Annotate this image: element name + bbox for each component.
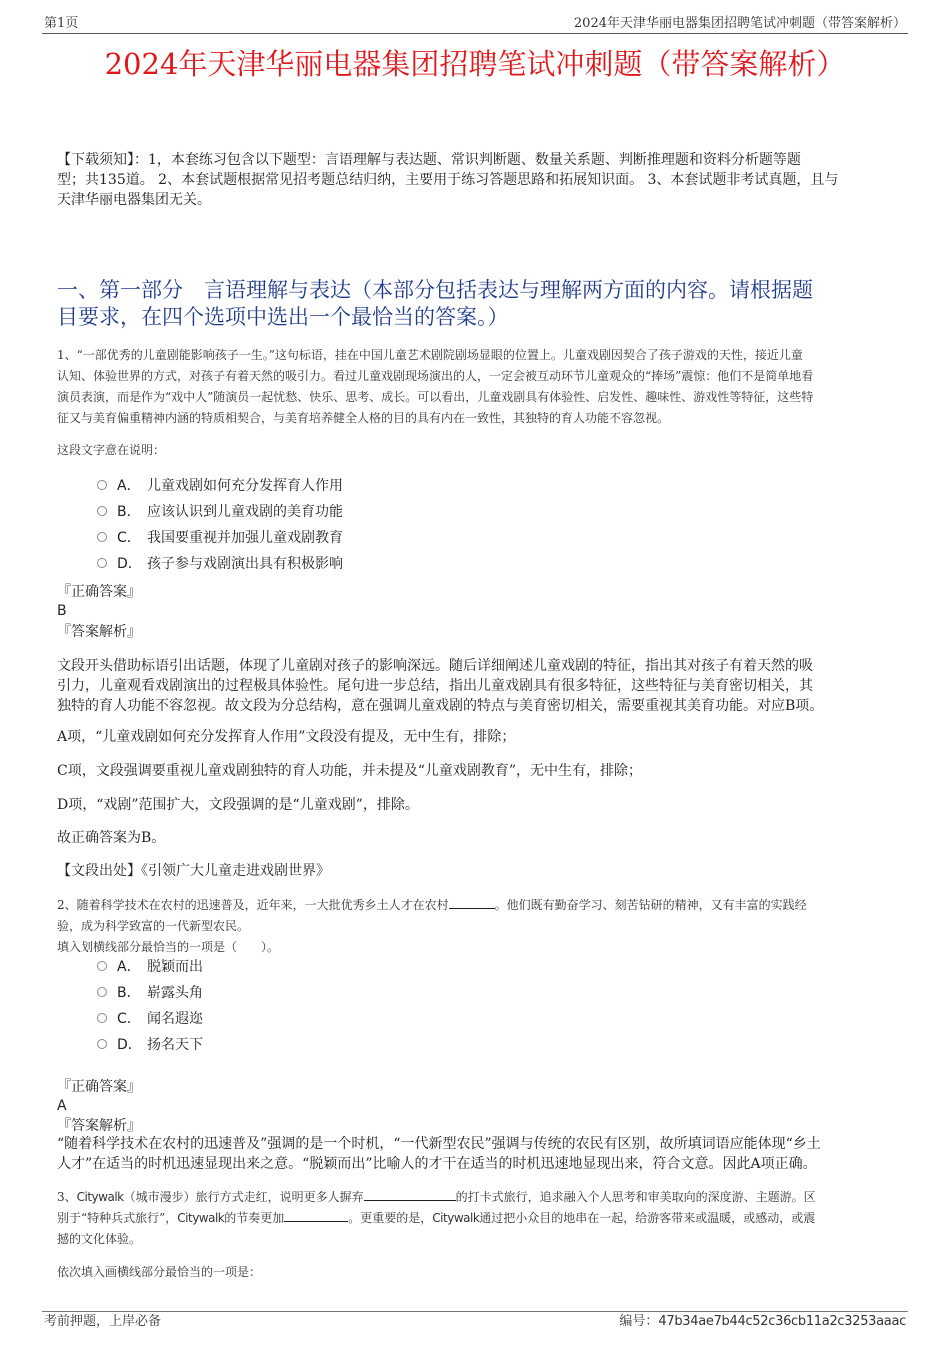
analysis-line: 人才”在适当的时机迅速显现出来之意。“脱颖而出”比喻人的才干在适当的时机迅速地显现出来，符合文意。因此A项正确。 xyxy=(57,1156,817,1172)
notice-line: 【下载须知】：1，本套练习包含以下题型：言语理解与表达题、常识判断题、数量关系题、判断推理题和资料分析题等题 xyxy=(57,152,801,168)
option-text: 崭露头角 xyxy=(147,985,203,1001)
radio-button-icon[interactable] xyxy=(97,480,107,490)
analysis-line: 文段开头借助标语引出话题，体现了儿童剧对孩子的影响深远。随后详细阐述儿童戏剧的特征，指出其对孩子有着天然的吸 xyxy=(57,658,813,674)
notice-line: 型；共135道。 2、本套试题根据常见招考题总结归纳，主要用于练习答题思路和拓展知识面。 3、本套试题非考试真题，且与 xyxy=(57,172,839,188)
option-letter: D． xyxy=(117,1037,142,1053)
question-2-options xyxy=(97,956,203,1056)
option-text: 孩子参与戏剧演出具有积极影响 xyxy=(147,556,343,572)
stem-text: 通过把小众目的地串在一起，给游客带来或温暖，或感动，或震 xyxy=(479,1211,816,1225)
stem-text: 2、随着科学技术在农村的迅速普及，近年来，一大批优秀乡土人才在农村 xyxy=(57,898,449,912)
notice-line: 天津华丽电器集团无关。 xyxy=(57,192,211,208)
analysis-line: “随着科学技术在农村的迅速普及”强调的是一个时机，“一代新型农民”强调与传统的农民有区别，故所填词语应能体现“乡土 xyxy=(57,1136,821,1152)
footer-slogan: 考前押题，上岸必备 xyxy=(44,1314,162,1329)
correct-answer: B xyxy=(57,603,67,619)
conclusion: 故正确答案为B。 xyxy=(57,830,166,846)
option-letter: D． xyxy=(117,556,142,572)
stem-line xyxy=(57,895,907,916)
option-text: 扬名天下 xyxy=(147,1037,203,1053)
question-1-prompt: 这段文字意在说明： xyxy=(57,443,166,457)
analysis-label: 『答案解析』 xyxy=(57,624,141,640)
option-letter: A． xyxy=(117,959,141,975)
section-heading xyxy=(57,277,917,331)
page-title: 2024年天津华丽电器集团招聘笔试冲刺题（带答案解析） xyxy=(104,47,846,81)
option-c[interactable] xyxy=(97,1008,203,1030)
stem-text: Citywalk xyxy=(76,1190,124,1204)
option-letter: C． xyxy=(117,1011,141,1027)
radio-button-icon[interactable] xyxy=(97,506,107,516)
question-2-prompt: 填入划横线部分最恰当的一项是（ ）。 xyxy=(57,940,280,954)
option-letter: B． xyxy=(117,985,141,1001)
question-1-stem xyxy=(57,345,907,429)
option-a[interactable] xyxy=(97,956,203,978)
stem-text: 的打卡式旅行，追求融入个人思考和审美取向的深度游、主题游。区 xyxy=(455,1190,816,1204)
option-letter: B． xyxy=(117,504,141,520)
option-b[interactable] xyxy=(97,982,203,1004)
question-3-prompt: 依次填入画横线部分最恰当的一项是： xyxy=(57,1265,262,1279)
stem-text: Citywalk xyxy=(177,1211,225,1225)
radio-button-icon[interactable] xyxy=(97,961,107,971)
radio-button-icon[interactable] xyxy=(97,1039,107,1049)
stem-line xyxy=(57,1208,907,1229)
radio-button-icon[interactable] xyxy=(97,1013,107,1023)
stem-text: 。他们既有勤奋学习、刻苦钻研的精神，又有丰富的实践经 xyxy=(494,898,807,912)
option-letter: C． xyxy=(117,530,141,546)
stem-line xyxy=(57,1187,907,1208)
question-2-stem xyxy=(57,895,907,958)
option-d[interactable] xyxy=(97,1034,203,1056)
correct-answer-label: 『正确答案』 xyxy=(57,584,141,600)
option-d[interactable] xyxy=(97,553,343,575)
option-a[interactable] xyxy=(97,475,343,497)
stem-text: 的节奏更加 xyxy=(224,1211,285,1225)
option-text: 闻名遐迩 xyxy=(147,1011,203,1027)
stem-line: 认知、体验世界的方式，对孩子有着天然的吸引力。看过儿童戏剧现场演出的人，一定会被互动环节儿童观众的“捧场”震惊：他们不是简单地看 xyxy=(57,369,814,383)
footer-code xyxy=(619,1314,906,1330)
analysis-line: 引力，儿童观看戏剧演出的过程极具体验性。尾句进一步总结，指出儿童戏剧具有很多特征，这些特征与美育密切相关，其 xyxy=(57,678,813,694)
option-text: 脱颖而出 xyxy=(147,959,203,975)
stem-text: 。更重要的是， xyxy=(348,1211,433,1225)
fill-blank xyxy=(284,1208,348,1222)
fill-blank xyxy=(364,1187,456,1201)
correct-answer: A xyxy=(57,1098,67,1114)
stem-line: 演员表演，而是作为“戏中人”随演员一起忧愁、快乐、思考、成长。可以看出，儿童戏剧具有体验性、启发性、趣味性、游戏性等特征，这些特 xyxy=(57,390,814,404)
footer-divider xyxy=(42,1311,908,1312)
radio-button-icon[interactable] xyxy=(97,532,107,542)
option-c[interactable] xyxy=(97,527,343,549)
explanation-d: D项，“戏剧”范围扩大，文段强调的是“儿童戏剧”，排除。 xyxy=(57,797,419,813)
question-1-options xyxy=(97,475,343,575)
header-doc-title: 2024年天津华丽电器集团招聘笔试冲刺题（带答案解析） xyxy=(573,16,906,31)
option-letter: A． xyxy=(117,478,141,494)
stem-line: 1、“一部优秀的儿童剧能影响孩子一生。”这句标语，挂在中国儿童艺术剧院剧场显眼的位置上。儿童戏剧因契合了孩子游戏的天性，接近儿童 xyxy=(57,348,803,362)
analysis-label: 『答案解析』 xyxy=(57,1118,141,1134)
section-heading-line: 一、第一部分 言语理解与表达（本部分包括表达与理解两方面的内容。请根据题 xyxy=(57,278,813,302)
explanation-c: C项，文段强调要重视儿童戏剧独特的育人功能，并未提及“儿童戏剧教育”，无中生有，排除； xyxy=(57,763,643,779)
analysis-text xyxy=(57,1134,917,1174)
header-page-number: 第1页 xyxy=(44,16,79,31)
fill-blank xyxy=(449,895,495,909)
stem-line: 征又与美育偏重精神内涵的特质相契合，与美育培养健全人格的目的具有内在一致性，其独特的育人功能不容忽视。 xyxy=(57,411,670,425)
option-b[interactable] xyxy=(97,501,343,523)
header-divider xyxy=(42,33,908,34)
stem-line: 撼的文化体验。 xyxy=(57,1232,142,1246)
stem-text: Citywalk xyxy=(432,1211,480,1225)
radio-button-icon[interactable] xyxy=(97,987,107,997)
analysis-line: 独特的育人功能不容忽视。故文段为分总结构，意在强调儿童戏剧的特点与美育密切相关，需要重视其美育功能。对应B项。 xyxy=(57,698,824,714)
stem-text: 3、 xyxy=(57,1190,77,1204)
option-text: 我国要重视并加强儿童戏剧教育 xyxy=(147,530,343,546)
stem-line: 验，成为科学致富的一代新型农民。 xyxy=(57,919,250,933)
stem-text: 别于“特种兵式旅行”， xyxy=(57,1211,178,1225)
explanation-a: A项，“儿童戏剧如何充分发挥育人作用”文段没有提及，无中生有，排除； xyxy=(57,729,516,745)
footer-code-label: 编号： xyxy=(619,1314,659,1329)
option-text: 儿童戏剧如何充分发挥育人作用 xyxy=(147,478,343,494)
source-citation: 【文段出处】《引领广大儿童走进戏剧世界》 xyxy=(57,863,330,879)
analysis-text xyxy=(57,656,917,716)
radio-button-icon[interactable] xyxy=(97,558,107,568)
option-text: 应该认识到儿童戏剧的美育功能 xyxy=(147,504,343,520)
question-3-stem xyxy=(57,1187,907,1250)
download-notice xyxy=(57,150,917,210)
correct-answer-label: 『正确答案』 xyxy=(57,1079,141,1095)
footer-code-value: 47b34ae7b44c52c36cb11a2c3253aaac xyxy=(658,1314,906,1329)
section-heading-line: 目要求，在四个选项中选出一个最恰当的答案。） xyxy=(57,305,509,329)
stem-text: （城市漫步）旅行方式走红，说明更多人摒弃 xyxy=(123,1190,364,1204)
